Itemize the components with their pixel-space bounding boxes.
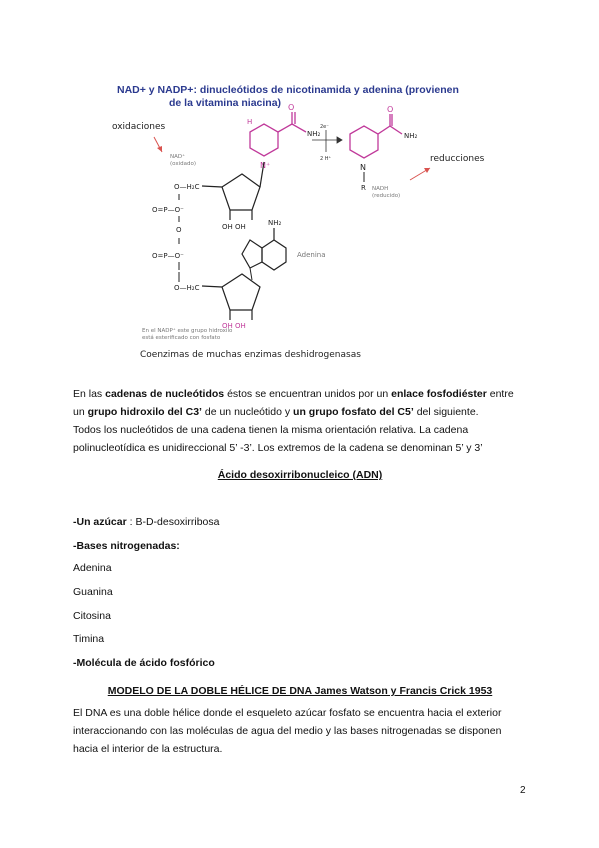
base-guanina: Guanina — [73, 586, 113, 598]
ribose-ring-1 — [202, 162, 264, 220]
adenine-ring — [242, 228, 286, 270]
text: éstos se encuentran unidos por un — [224, 388, 392, 400]
list-value: : B-D-desoxirribosa — [126, 516, 220, 528]
oh-label-1: OH OH — [222, 223, 246, 231]
ch2-label-2: O—H₂C — [174, 284, 200, 292]
paragraph-line: polinucleotídica es unidireccional 5’ -3’. Los extremos de la cadena se denominan 5’ y 3’ — [73, 442, 483, 454]
n-label-reduced: N — [360, 163, 366, 172]
list-item-fosforico: -Molécula de ácido fosfórico — [73, 657, 215, 669]
ribose-ring-2 — [202, 274, 260, 320]
text: del siguiente. — [413, 406, 479, 418]
oxygen-label: O — [288, 103, 295, 112]
nicotinamide-ring-reduced — [350, 114, 402, 158]
paragraph-orientacion — [73, 421, 533, 457]
paragraph-line: interaccionando con las moléculas de agua del medio y las bases nitrogenadas se disponen — [73, 725, 502, 737]
base-citosina: Citosina — [73, 610, 111, 622]
paragraph-line: Todos los nucleótidos de una cadena tienen la misma orientación relativa. La cadena — [73, 424, 469, 436]
text: En las — [73, 388, 106, 400]
figure-title-line2: de la vitamina niacina) — [169, 97, 282, 109]
phosphate-1: O=P—O⁻ — [152, 206, 184, 214]
figure-title-line1: NAD+ y NADP+: dinucleótidos de nicotinamida y adenina (provienen — [117, 84, 459, 96]
proton-label: 2 H⁺ — [320, 156, 332, 162]
text: un — [73, 406, 88, 418]
nh2-label: NH₂ — [307, 130, 321, 138]
paragraph-line: El DNA es una doble hélice donde el esqueleto azúcar fosfato se encuentra hacia el exterior — [73, 707, 502, 719]
bold-text: un grupo fosfato del C5’ — [293, 406, 414, 418]
nh2-label-reduced: NH₂ — [404, 132, 418, 140]
base-adenina: Adenina — [73, 562, 112, 574]
paragraph-doble-helice — [73, 704, 533, 758]
list-item-azucar — [73, 516, 219, 528]
base-timina: Timina — [73, 633, 105, 645]
list-item-bases: -Bases nitrogenadas: — [73, 540, 180, 552]
reducciones-label: reducciones — [430, 154, 485, 164]
n-plus-label: N⁺ — [260, 161, 271, 170]
electron-label: 2e⁻ — [320, 124, 329, 130]
list-label: -Un azúcar — [73, 516, 127, 528]
text: de un nucleótido y — [201, 406, 294, 418]
h-label: H — [247, 118, 253, 126]
nad-figure — [92, 82, 512, 372]
r-label: R — [361, 184, 366, 192]
bold-text: grupo hidroxilo del C3’ — [87, 406, 202, 418]
heading-modelo-doble-helice: MODELO DE LA DOBLE HÉLICE DE DNA James Watson y Francis Crick 1953 — [107, 685, 493, 697]
paragraph-line: hacia el interior de la estructura. — [73, 743, 223, 755]
nadh-reducido-label: NADH (reducido) — [372, 186, 401, 199]
figure-caption: Coenzimas de muchas enzimas deshidrogenasas — [140, 350, 361, 360]
bold-text: cadenas de nucleótidos — [105, 388, 225, 400]
paragraph-enlace — [73, 385, 533, 421]
oh-label-2: OH OH — [222, 322, 246, 330]
phosphate-2: O=P—O⁻ — [152, 252, 184, 260]
nicotinamide-ring-oxidized — [250, 112, 306, 156]
bridge-oxygen: O — [176, 226, 182, 234]
nad-oxidado-label: NAD⁺ (oxidado) — [170, 154, 196, 167]
page-number: 2 — [520, 785, 526, 796]
oxygen-label-reduced: O — [387, 105, 394, 114]
bold-text: enlace fosfodiéster — [391, 388, 487, 400]
oxidaciones-label: oxidaciones — [112, 122, 166, 132]
text: entre — [486, 388, 514, 400]
ch2-label-1: O—H₂C — [174, 183, 200, 191]
adenine-label: Adenina — [297, 251, 326, 259]
nadp-note: En el NADP⁺ este grupo hidroxilo está esterificado con fosfato — [142, 328, 233, 341]
nh2-adenine: NH₂ — [268, 219, 282, 227]
heading-adn: Ácido desoxirribonucleico (ADN) — [217, 469, 383, 481]
